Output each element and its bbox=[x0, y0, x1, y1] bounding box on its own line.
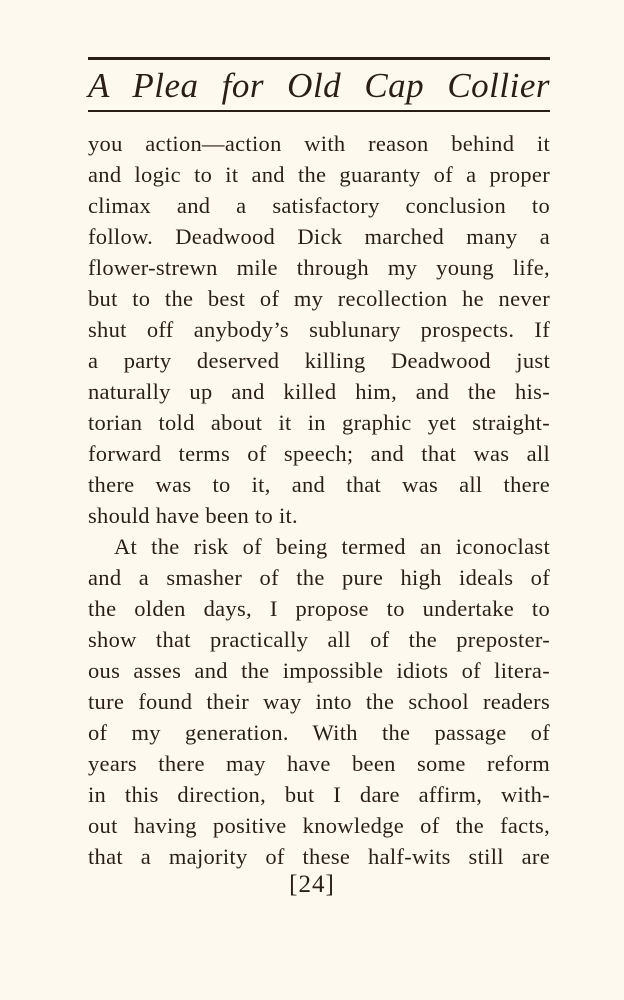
text-line: you action—action with reason behind it bbox=[88, 131, 550, 156]
text-line: but to the best of my recollection he never bbox=[88, 286, 550, 311]
text-line: in this direction, but I dare affirm, with- bbox=[88, 782, 550, 807]
header-rule-bottom bbox=[88, 110, 550, 112]
text-line: of my generation. With the passage of bbox=[88, 720, 550, 745]
text-line: naturally up and killed him, and the his- bbox=[88, 379, 550, 404]
text-line: flower-strewn mile through my young life, bbox=[88, 255, 550, 280]
text-line: there was to it, and that was all there bbox=[88, 472, 550, 497]
page-number: [24] bbox=[289, 871, 335, 898]
body-text bbox=[88, 128, 550, 872]
text-line: shut off anybody’s sublunary prospects. If bbox=[88, 317, 550, 342]
text-line: that a majority of these half-wits still are bbox=[88, 844, 550, 869]
text-line: follow. Deadwood Dick marched many a bbox=[88, 224, 550, 249]
text-line: ous asses and the impossible idiots of litera- bbox=[88, 658, 550, 683]
text-line: ture found their way into the school readers bbox=[88, 689, 550, 714]
text-line: At the risk of being termed an iconoclast bbox=[114, 534, 550, 559]
text-line: forward terms of speech; and that was all bbox=[88, 441, 550, 466]
text-line: climax and a satisfactory conclusion to bbox=[88, 193, 550, 218]
running-head: A Plea for Old Cap Collier bbox=[88, 66, 550, 105]
text-line: should have been to it. bbox=[88, 503, 298, 528]
text-line: and logic to it and the guaranty of a proper bbox=[88, 162, 550, 187]
header-rule-top bbox=[88, 57, 550, 60]
text-line: and a smasher of the pure high ideals of bbox=[88, 565, 550, 590]
text-line: years there may have been some reform bbox=[88, 751, 550, 776]
text-line: torian told about it in graphic yet straight- bbox=[88, 410, 550, 435]
paragraph bbox=[88, 531, 550, 872]
text-line: show that practically all of the preposter- bbox=[88, 627, 550, 652]
text-line: the olden days, I propose to undertake to bbox=[88, 596, 550, 621]
text-line: a party deserved killing Deadwood just bbox=[88, 348, 550, 373]
text-line: out having positive knowledge of the facts, bbox=[88, 813, 550, 838]
paragraph bbox=[88, 128, 550, 531]
